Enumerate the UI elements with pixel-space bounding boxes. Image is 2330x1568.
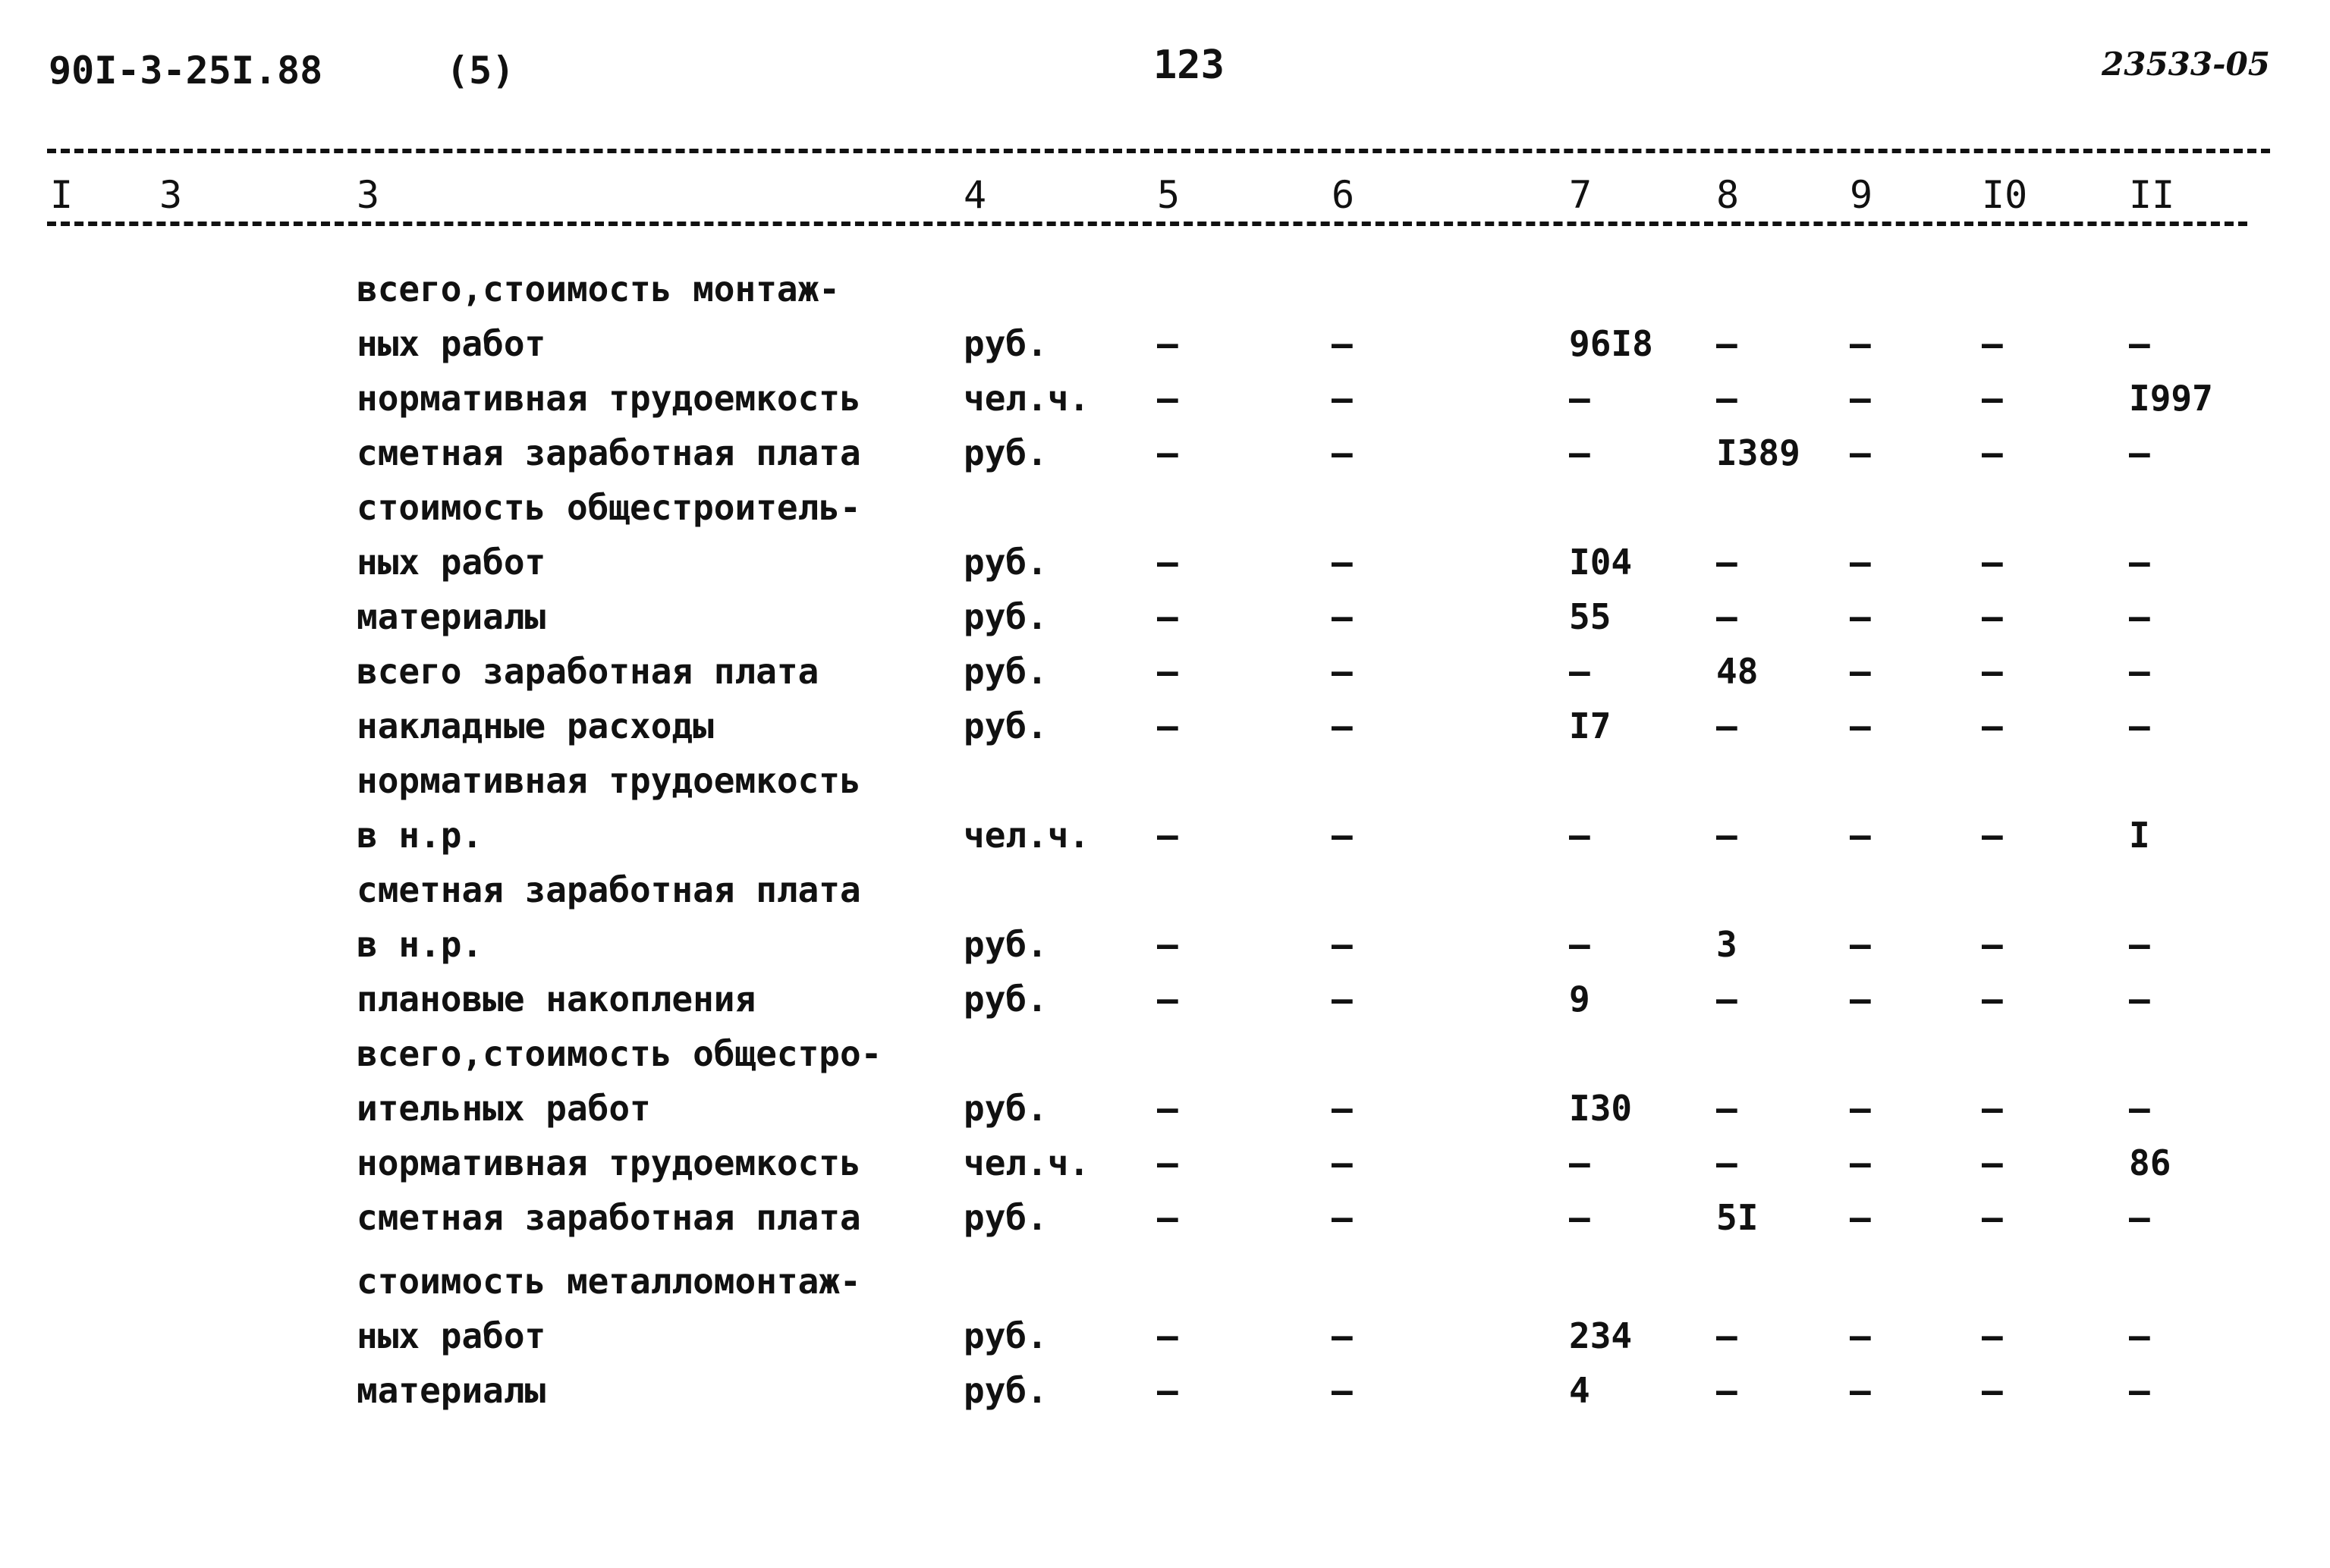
cell-col-5: – [1157, 1142, 1178, 1183]
cell-col-7: – [1569, 924, 1590, 965]
cell-col-7: 4 [1569, 1370, 1590, 1411]
cell-col-7: 234 [1569, 1315, 1633, 1356]
cell-col-11: – [2129, 596, 2150, 637]
cell-col-6: – [1332, 815, 1353, 856]
row-name: ительных работ [357, 1088, 651, 1129]
cell-col-5: – [1157, 651, 1178, 692]
cell-col-8: 3 [1716, 924, 1737, 965]
cell-col-7: I7 [1569, 705, 1612, 746]
cell-col-10: – [1982, 432, 2003, 473]
cell-col-7: – [1569, 651, 1590, 692]
cell-col-10: – [1982, 924, 2003, 965]
column-header-3: 3 [357, 173, 380, 217]
table-row [0, 1261, 2330, 1318]
row-name: сметная заработная плата [357, 869, 861, 910]
table-row [0, 1315, 2330, 1373]
table-row [0, 924, 2330, 982]
cell-col-11: – [2129, 705, 2150, 746]
cell-col-9: – [1850, 924, 1871, 965]
cell-col-6: – [1332, 979, 1353, 1020]
cell-col-7: – [1569, 432, 1590, 473]
cell-col-10: – [1982, 651, 2003, 692]
row-unit: руб. [964, 542, 1048, 583]
cell-col-7: I04 [1569, 542, 1633, 583]
cell-col-11: – [2129, 651, 2150, 692]
cell-col-9: – [1850, 979, 1871, 1020]
row-unit: руб. [964, 1315, 1048, 1356]
row-unit: руб. [964, 979, 1048, 1020]
cell-col-10: – [1982, 1197, 2003, 1238]
table-row [0, 378, 2330, 435]
row-name: ных работ [357, 1315, 546, 1356]
column-header-1: I [50, 173, 74, 217]
row-unit: руб. [964, 1197, 1048, 1238]
cell-col-10: – [1982, 542, 2003, 583]
cell-col-9: – [1850, 1370, 1871, 1411]
cell-col-8: – [1716, 1370, 1737, 1411]
row-name: ных работ [357, 323, 546, 364]
cell-col-5: – [1157, 1197, 1178, 1238]
row-name: нормативная трудоемкость [357, 760, 861, 801]
cell-col-5: – [1157, 1370, 1178, 1411]
cell-col-7: 55 [1569, 596, 1612, 637]
row-name: всего,стоимость монтаж- [357, 269, 840, 310]
row-name: нормативная трудоемкость [357, 1142, 861, 1183]
cell-col-5: – [1157, 542, 1178, 583]
table-row [0, 760, 2330, 818]
cell-col-10: – [1982, 705, 2003, 746]
row-name: материалы [357, 596, 546, 637]
cell-col-8: – [1716, 1315, 1737, 1356]
cell-col-6: – [1332, 378, 1353, 419]
cell-col-8: 48 [1716, 651, 1759, 692]
row-name: всего,стоимость общестро- [357, 1033, 882, 1074]
row-name: материалы [357, 1370, 546, 1411]
cell-col-6: – [1332, 651, 1353, 692]
cell-col-9: – [1850, 542, 1871, 583]
row-name: всего заработная плата [357, 651, 819, 692]
cell-col-9: – [1850, 432, 1871, 473]
cell-col-10: – [1982, 1142, 2003, 1183]
cell-col-6: – [1332, 323, 1353, 364]
table-row [0, 1088, 2330, 1145]
row-name: нормативная трудоемкость [357, 378, 861, 419]
row-unit: чел.ч. [964, 378, 1090, 419]
cell-col-6: – [1332, 924, 1353, 965]
cell-col-11: – [2129, 432, 2150, 473]
cell-col-5: – [1157, 323, 1178, 364]
row-unit: руб. [964, 432, 1048, 473]
row-unit: руб. [964, 651, 1048, 692]
cell-col-5: – [1157, 1088, 1178, 1129]
row-name: плановые накопления [357, 979, 756, 1020]
row-unit: руб. [964, 705, 1048, 746]
cell-col-5: – [1157, 596, 1178, 637]
cell-col-11: – [2129, 1315, 2150, 1356]
table-row [0, 269, 2330, 326]
table-row [0, 815, 2330, 872]
cell-col-9: – [1850, 1142, 1871, 1183]
cell-col-10: – [1982, 815, 2003, 856]
cell-col-9: – [1850, 1088, 1871, 1129]
header-rule-bottom [47, 222, 2247, 226]
cell-col-6: – [1332, 1088, 1353, 1129]
cell-col-11: I997 [2129, 378, 2213, 419]
table-row [0, 1033, 2330, 1091]
cell-col-11: – [2129, 1370, 2150, 1411]
cell-col-10: – [1982, 1370, 2003, 1411]
row-unit: руб. [964, 596, 1048, 637]
cell-col-8: – [1716, 542, 1737, 583]
cell-col-5: – [1157, 924, 1178, 965]
column-header-2: 3 [159, 173, 183, 217]
cell-col-6: – [1332, 542, 1353, 583]
row-unit: руб. [964, 1370, 1048, 1411]
cell-col-8: – [1716, 1088, 1737, 1129]
table-row [0, 542, 2330, 599]
cell-col-9: – [1850, 815, 1871, 856]
row-name: накладные расходы [357, 705, 714, 746]
cell-col-9: – [1850, 1315, 1871, 1356]
cell-col-8: – [1716, 979, 1737, 1020]
column-header-6: 6 [1332, 173, 1355, 217]
cell-col-6: – [1332, 1315, 1353, 1356]
cell-col-6: – [1332, 432, 1353, 473]
cell-col-5: – [1157, 705, 1178, 746]
cell-col-9: – [1850, 596, 1871, 637]
cell-col-5: – [1157, 432, 1178, 473]
column-header-10: I0 [1982, 173, 2028, 217]
cell-col-10: – [1982, 979, 2003, 1020]
cell-col-7: – [1569, 378, 1590, 419]
table-row [0, 979, 2330, 1036]
row-name: стоимость общестроитель- [357, 487, 861, 528]
row-name: стоимость металломонтаж- [357, 1261, 861, 1302]
table-row [0, 432, 2330, 490]
cell-col-6: – [1332, 705, 1353, 746]
cell-col-8: – [1716, 323, 1737, 364]
row-unit: руб. [964, 323, 1048, 364]
column-header-8: 8 [1716, 173, 1740, 217]
cell-col-7: I30 [1569, 1088, 1633, 1129]
cell-col-8: – [1716, 815, 1737, 856]
cell-col-6: – [1332, 1370, 1353, 1411]
table-row [0, 1370, 2330, 1428]
table-row [0, 705, 2330, 763]
cell-col-9: – [1850, 378, 1871, 419]
cell-col-7: – [1569, 1142, 1590, 1183]
cell-col-6: – [1332, 596, 1353, 637]
cell-col-10: – [1982, 323, 2003, 364]
cell-col-7: 9 [1569, 979, 1590, 1020]
document-code: 90I-3-25I.88 [49, 49, 323, 93]
table-row [0, 651, 2330, 709]
cell-col-9: – [1850, 705, 1871, 746]
column-header-7: 7 [1569, 173, 1593, 217]
cell-col-7: – [1569, 815, 1590, 856]
row-name: в н.р. [357, 924, 483, 965]
table-row [0, 1197, 2330, 1255]
cell-col-11: – [2129, 979, 2150, 1020]
column-header-5: 5 [1157, 173, 1181, 217]
column-header-4: 4 [964, 173, 987, 217]
cell-col-5: – [1157, 1315, 1178, 1356]
row-name: ных работ [357, 542, 546, 583]
sheet-number: (5) [446, 49, 515, 93]
table-row [0, 487, 2330, 545]
cell-col-6: – [1332, 1197, 1353, 1238]
table-row [0, 1142, 2330, 1200]
cell-col-7: – [1569, 1197, 1590, 1238]
cell-col-5: – [1157, 979, 1178, 1020]
cell-col-11: – [2129, 1088, 2150, 1129]
cell-col-7: 96I8 [1569, 323, 1653, 364]
cell-col-8: – [1716, 705, 1737, 746]
cell-col-8: – [1716, 1142, 1737, 1183]
column-header-9: 9 [1850, 173, 1873, 217]
table-row [0, 869, 2330, 927]
cell-col-11: I [2129, 815, 2150, 856]
cell-col-11: 86 [2129, 1142, 2171, 1183]
header-rule-top [47, 149, 2270, 153]
cell-col-10: – [1982, 378, 2003, 419]
inventory-number: 23533-05 [2102, 46, 2270, 83]
cell-col-8: – [1716, 378, 1737, 419]
table-row [0, 323, 2330, 381]
table-row [0, 596, 2330, 654]
row-unit: руб. [964, 1088, 1048, 1129]
row-unit: чел.ч. [964, 815, 1090, 856]
cell-col-8: 5I [1716, 1197, 1759, 1238]
cell-col-9: – [1850, 651, 1871, 692]
cell-col-11: – [2129, 1197, 2150, 1238]
cell-col-10: – [1982, 596, 2003, 637]
cell-col-11: – [2129, 542, 2150, 583]
row-unit: руб. [964, 924, 1048, 965]
cell-col-11: – [2129, 924, 2150, 965]
cell-col-5: – [1157, 378, 1178, 419]
row-name: сметная заработная плата [357, 432, 861, 473]
cell-col-8: – [1716, 596, 1737, 637]
cell-col-6: – [1332, 1142, 1353, 1183]
row-name: сметная заработная плата [357, 1197, 861, 1238]
cell-col-8: I389 [1716, 432, 1800, 473]
cell-col-10: – [1982, 1315, 2003, 1356]
row-unit: чел.ч. [964, 1142, 1090, 1183]
cell-col-11: – [2129, 323, 2150, 364]
cell-col-9: – [1850, 1197, 1871, 1238]
page-number: 123 [1153, 42, 1225, 88]
row-name: в н.р. [357, 815, 483, 856]
column-header-11: II [2129, 173, 2175, 217]
cell-col-9: – [1850, 323, 1871, 364]
cell-col-5: – [1157, 815, 1178, 856]
cell-col-10: – [1982, 1088, 2003, 1129]
